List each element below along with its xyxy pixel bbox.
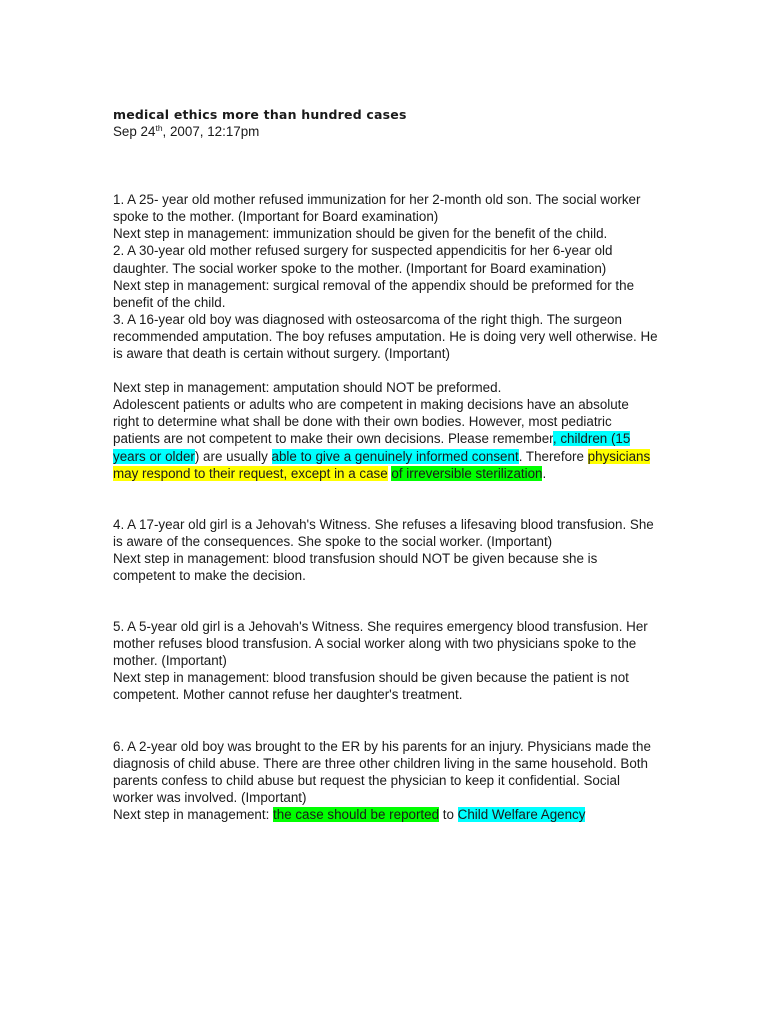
document-body [113, 106, 658, 823]
document-title: medical ethics more than hundred cases [113, 107, 407, 122]
highlight-irreversible-sterilization: of irreversible sterilization [391, 465, 543, 481]
case-1-text: 1. A 25- year old mother refused immunization for her 2-month old son. The social worker spoke to the mother. (Important for Board examination) [113, 192, 641, 225]
highlight-physicians-respond: physicians may respond to their request, except in a case [113, 448, 651, 481]
case-6-next-step: Next step in management: the case should be reported to Child Welfare Agency [113, 806, 586, 822]
case-2 [113, 242, 658, 310]
case-1 [113, 191, 658, 242]
case-2-next-step: Next step in management: surgical removal of the appendix should be preformed for the benefit of the child. [113, 277, 635, 310]
case-5-text: 5. A 5-year old girl is a Jehovah's Witness. She requires emergency blood transfusion. Her mother refuses blood transfusion. A social worker along with two physicians spoke to the mother. (Important) [113, 619, 648, 669]
case-5 [113, 618, 658, 703]
case-4 [113, 516, 658, 584]
case-5-next-step: Next step in management: blood transfusion should be given because the patient is not competent. Mother cannot refuse her daughter's treatment. [113, 670, 629, 703]
case-3-next-step: Next step in management: amputation should NOT be preformed. [113, 380, 502, 396]
case-2-text: 2. A 30-year old mother refused surgery for suspected appendicitis for her 6-year old daughter. The social worker spoke to the mother. (Important for Board examination) [113, 243, 613, 276]
document-date: Sep 24th, 2007, 12:17pm [113, 123, 260, 140]
case-3 [113, 311, 658, 482]
case-6 [113, 738, 658, 823]
case-4-next-step: Next step in management: blood transfusion should NOT be given because she is competent to make the decision. [113, 550, 598, 583]
case-3-text: 3. A 16-year old boy was diagnosed with osteosarcoma of the right thigh. The surgeon recommended amputation. The boy refuses amputation. He is doing very well otherwise. He is aware that death is certain without surgery. (Important) [113, 311, 658, 362]
highlight-case-reported: the case should be reported [273, 806, 440, 822]
highlight-children-15-years: , children (15 years or older [113, 431, 631, 464]
case-4-text: 4. A 17-year old girl is a Jehovah's Witness. She refuses a lifesaving blood transfusion. She is aware of the consequences. She spoke to the social worker. (Important) [113, 516, 654, 549]
case-3-note: Adolescent patients or adults who are competent in making decisions have an absolute right to determine what shall be done with their own bodies. However, most pediatric patients are not competent to make their own decisions. Please remember, children (15 years or older) are usually able to give a genuinely informed consent. Therefore physicians may respond to their request, except in a case of irreversible sterilization. [113, 397, 651, 481]
highlight-child-welfare-agency: Child Welfare Agency [457, 806, 586, 822]
case-1-next-step: Next step in management: immunization should be given for the benefit of the child. [113, 226, 608, 242]
highlight-informed-consent: able to give a genuinely informed consent [271, 448, 519, 464]
case-6-text: 6. A 2-year old boy was brought to the ER by his parents for an injury. Physicians made the diagnosis of child abuse. There are three other children living in the same household. Both parents confess to child abuse but request the physician to keep it confidential. Social worker was involved. (Important) [113, 738, 651, 805]
